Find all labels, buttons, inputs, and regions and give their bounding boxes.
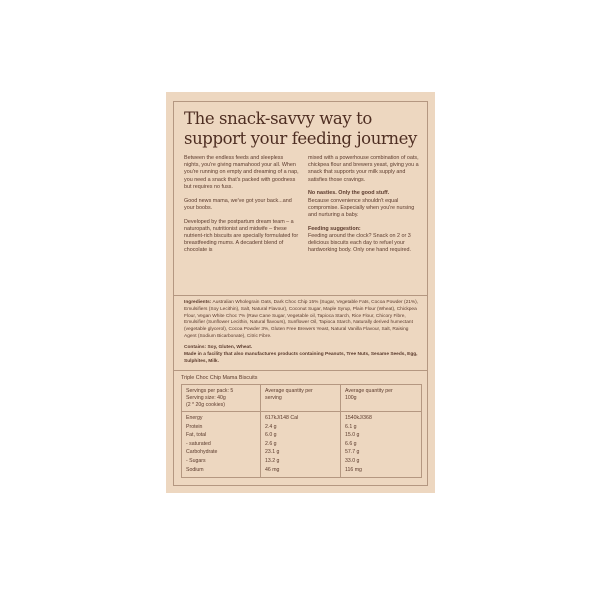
nutrient-per-serving: 617kJ/148 Cal xyxy=(265,415,299,421)
nutrient-per-100g: 57.7 g xyxy=(345,449,360,456)
serving-size: Serving size: 40g xyxy=(186,395,226,401)
nutrition-title: Triple Choc Chip Mama Biscuits xyxy=(181,375,258,381)
nutrient-per-100g: 6.1 g xyxy=(345,423,357,430)
nutrient-per-serving: 46 mg xyxy=(265,466,280,473)
nutrient-label: Energy xyxy=(186,415,203,421)
facility-text: Made in a facility that also manufactures products containing Peanuts, Tree Nuts, Sesame Seeds, Egg, Sulphites, Milk. xyxy=(184,351,418,364)
intro-paragraph: Between the endless feeds and sleepless nights, you're giving mamahood your all. When you're running on empty and dreaming of a nap, you need a snack that's packed with goodness but requires no fuss. xyxy=(184,155,299,190)
serving-note: (2 * 20g cookies) xyxy=(186,402,225,408)
allergen-block xyxy=(184,345,419,365)
per-serving-header: Average quantity per serving xyxy=(265,388,313,401)
nutrient-per-100g: 116 mg xyxy=(345,466,362,473)
servings-per-pack: Servings per pack: 5 xyxy=(186,388,234,394)
developed-paragraph: Developed by the postpartum dream team – a naturopath, nutritionist and midwife – these nutrient-rich biscuits are specially formulated for breastfeeding mums. A decadent blend of chocolate is xyxy=(184,218,299,254)
no-nasties-heading: No nasties. Only the good stuff. xyxy=(308,190,390,197)
nutrient-per-serving: 13.2 g xyxy=(265,458,280,464)
blend-paragraph: mixed with a powerhouse combination of oats, chickpea flour and brewers yeast, giving you a snack that supports your milk supply and satisfies those cravings. xyxy=(308,155,419,183)
ingredients-section xyxy=(184,300,419,370)
panel-frame xyxy=(173,101,428,486)
nutrient-label: Protein xyxy=(186,423,203,430)
contains-text: Contains: Soy, Gluten, Wheat. xyxy=(184,345,253,351)
nutrient-per-100g: 1540kJ/368 xyxy=(345,415,372,421)
nutrient-per-serving: 6.0 g xyxy=(265,432,277,439)
package-back-panel xyxy=(166,92,435,493)
table-header-divider xyxy=(182,411,421,412)
serving-info xyxy=(186,388,258,409)
good-news-paragraph: Good news mama, we've got your back...and your boobs. xyxy=(184,197,292,211)
nutrient-label: Sodium xyxy=(186,466,204,473)
nutrient-label: Carbohydrate xyxy=(186,449,218,456)
nutrient-per-serving: 2.6 g xyxy=(265,440,277,447)
nutrient-per-serving: 2.4 g xyxy=(265,423,277,430)
per-100g-header: Average quantity per 100g xyxy=(345,388,393,401)
no-nasties-text: Because convenience shouldn't equal compromise. Especially when you're nursing and nurturing a baby. xyxy=(308,197,415,219)
nutrient-label: - Sugars xyxy=(186,458,206,464)
feeding-suggestion-text: Feeding around the clock? Snack on 2 or 3 delicious biscuits each day to refuel your hardworking body. Only one hand required. xyxy=(308,233,411,254)
table-column-divider xyxy=(260,385,261,477)
nutrition-table xyxy=(181,384,422,478)
ingredients-block xyxy=(184,300,419,341)
nutrient-label: - saturated xyxy=(186,440,211,447)
table-column-divider xyxy=(340,385,341,477)
nutrient-per-100g: 15.0 g xyxy=(345,432,360,439)
feeding-suggestion-block xyxy=(308,226,423,255)
no-nasties-block xyxy=(308,190,423,219)
nutrient-per-serving: 23.1 g xyxy=(265,449,280,456)
headline: The snack-savvy way to support your feeding journey xyxy=(184,109,417,148)
feeding-suggestion-heading: Feeding suggestion: xyxy=(308,225,361,232)
ingredients-label: Ingredients: xyxy=(184,300,212,305)
ingredients-text: Australian Wholegrain Oats, Dark Choc Chip 15% (Sugar, Vegetable Fats, Cocoa Powder (21%), Emulsifiers (Soy Lecithin), Salt, Natural Flavour), Coconut Sugar, Maple Syrup, Plain Flour (Wheat), Chickpea Flour, Vegan White Choc 7% (Raw Cane Sugar, Vegetable oil, Tapioca Starch, Rice Flour, Chicory Fibre, Emulsifier (Sunflower Lecithin, Natural flavours), Sunflower Oil, Tapioca Starch, Naturally derived humectant (vegetable glycerol), Cocoa Powder 3%, Gluten Free Brewers Yeast, Natural Vanilla Flavour, Salt, Raising Agent (Sodium Bicarbonate), Citric Fibre. xyxy=(184,300,419,339)
nutrient-per-100g: 6.6 g xyxy=(345,440,357,447)
nutrient-label: Fat, total xyxy=(186,432,207,439)
divider-bottom xyxy=(174,370,427,371)
description-left-column xyxy=(184,155,299,261)
description-right-column xyxy=(308,155,423,261)
nutrient-per-100g: 33.0 g xyxy=(345,458,360,464)
divider-top xyxy=(174,295,427,296)
